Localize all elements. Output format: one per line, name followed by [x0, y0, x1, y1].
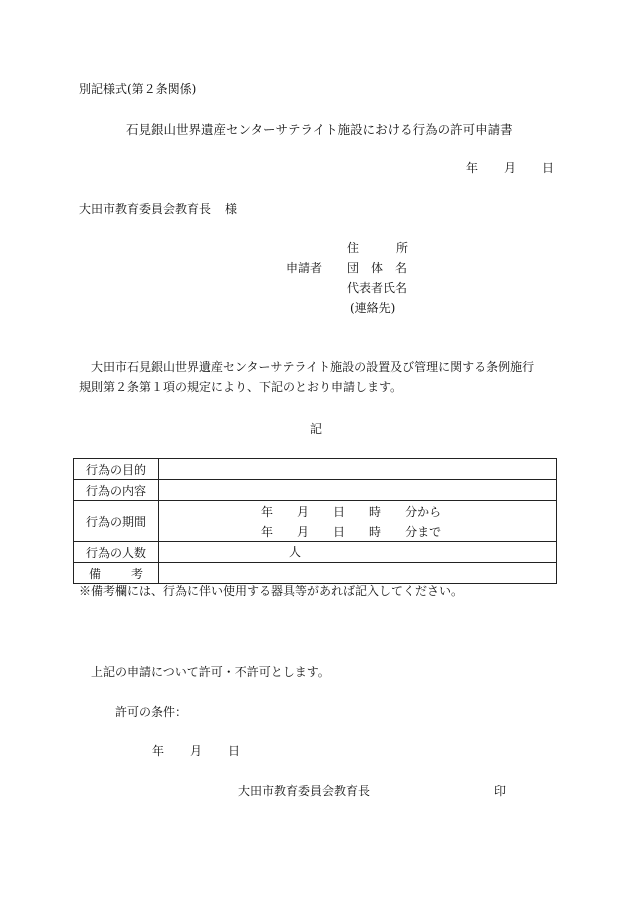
issuer-name: 大田市教育委員会教育長: [238, 784, 371, 798]
addressee-honorific: 様: [225, 202, 238, 216]
ki-heading: 記: [310, 422, 323, 436]
table-row-count: [74, 542, 557, 563]
form-reference: 別記様式(第２条関係): [79, 82, 197, 96]
count-unit: 人: [289, 545, 302, 559]
table-row-content: [74, 480, 557, 501]
period-start: 年 月 日 時 分から: [261, 505, 442, 519]
remarks-note: ※備考欄には、行為に伴い使用する器具等があれば記入してください。: [79, 584, 464, 598]
table-row-period: [74, 501, 557, 542]
document-title: 石見銀山世界遺産センターサテライト施設における行為の許可申請書: [126, 122, 513, 137]
application-table: [73, 458, 557, 584]
body-text-line1: 大田市石見銀山世界遺産センターサテライト施設の設置及び管理に関する条例施行: [91, 360, 535, 374]
count-field[interactable]: [159, 542, 557, 563]
date-year: 年: [466, 161, 479, 175]
purpose-label: 行為の目的: [74, 459, 159, 480]
addressee: [79, 203, 237, 215]
table-row-remarks: [74, 563, 557, 584]
purpose-field[interactable]: [159, 459, 557, 480]
decision-date: 年 月 日: [152, 744, 241, 758]
content-field[interactable]: [159, 480, 557, 501]
date-month: 月: [504, 161, 517, 175]
decision-text: 上記の申請について許可・不許可とします。: [91, 665, 330, 679]
conditions-label: 許可の条件：: [115, 705, 188, 719]
remarks-field[interactable]: [159, 563, 557, 584]
period-field[interactable]: [159, 501, 557, 542]
applicant-representative-label: 代表者氏名: [347, 281, 408, 295]
period-end: 年 月 日 時 分まで: [261, 525, 442, 539]
remarks-label: 備 考: [74, 563, 159, 584]
addressee-name: 大田市教育委員会教育長: [79, 202, 212, 216]
applicant-contact-label: (連絡先): [350, 301, 396, 315]
table-row-purpose: [74, 459, 557, 480]
date-day: 日: [542, 161, 555, 175]
applicant-group-label: 団 体 名: [347, 261, 408, 275]
seal-mark: 印: [494, 784, 507, 798]
date-header: [466, 162, 554, 174]
applicant-label: 申請者: [286, 261, 323, 275]
period-label: 行為の期間: [74, 501, 159, 542]
body-text-line2: 規則第２条第１項の規定により、下記のとおり申請します。: [79, 380, 403, 394]
applicant-address-label: 住 所: [347, 241, 409, 255]
count-label: 行為の人数: [74, 542, 159, 563]
content-label: 行為の内容: [74, 480, 159, 501]
